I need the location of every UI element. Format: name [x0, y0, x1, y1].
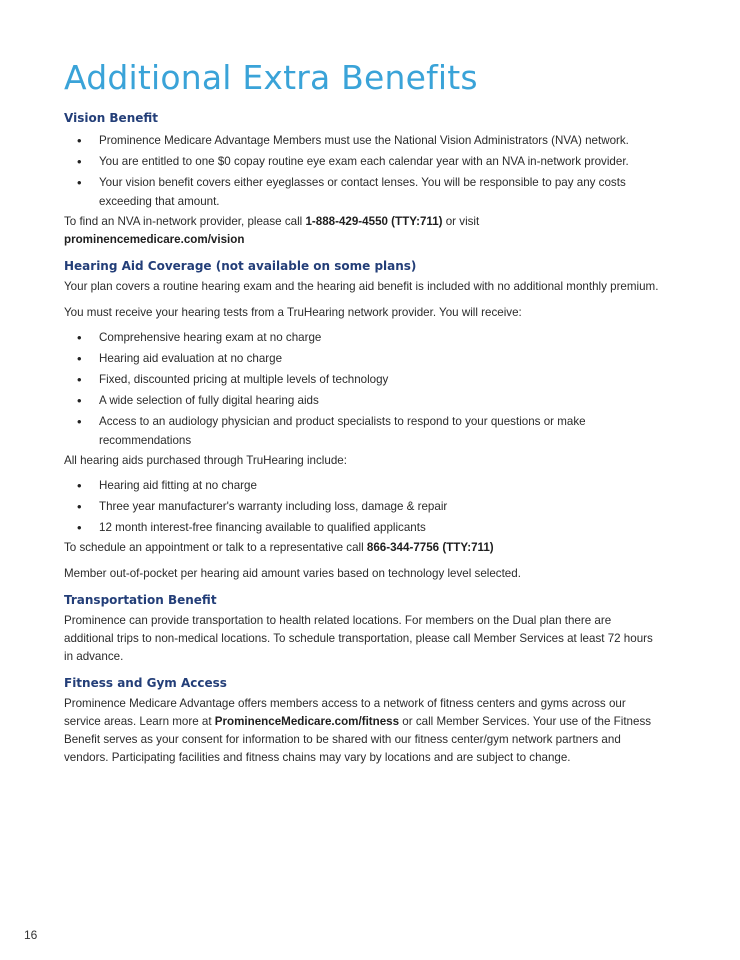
- fitness-link[interactable]: ProminenceMedicare.com/fitness: [214, 715, 400, 728]
- hearing-receive: You must receive your hearing tests from a TruHearing network provider. You will receive:: [64, 306, 522, 319]
- vision-heading: Vision Benefit: [64, 111, 159, 125]
- hearing-include-list: [64, 476, 660, 537]
- list-item: • Prominence Medicare Advantage Members must use the National Vision Administrators (NVA) network.: [64, 131, 660, 150]
- list-item: • You are entitled to one $0 copay routine eye exam each calendar year with an NVA in-network provider.: [64, 152, 660, 171]
- hearing-heading: Hearing Aid Coverage (not available on some plans): [64, 259, 417, 273]
- list-item: • 12 month interest-free financing available to qualified applicants: [64, 518, 660, 537]
- vision-list: [64, 131, 660, 211]
- vision-phone: 1-888-429-4550 (TTY:711): [305, 215, 443, 228]
- fitness-section: [64, 676, 660, 767]
- transport-heading: Transportation Benefit: [64, 593, 217, 607]
- list-item: • Access to an audiology physician and product specialists to respond to your questions or make recommendations: [64, 412, 660, 450]
- list-item: • Comprehensive hearing exam at no charge: [64, 328, 660, 347]
- list-item: • Your vision benefit covers either eyeglasses or contact lenses. You will be responsible to pay any costs exceeding that amount.: [64, 173, 660, 211]
- hearing-phone: 866-344-7756 (TTY:711): [366, 541, 494, 554]
- vision-link[interactable]: prominencemedicare.com/vision: [64, 233, 245, 246]
- list-item: • Hearing aid evaluation at no charge: [64, 349, 660, 368]
- list-item: • Hearing aid fitting at no charge: [64, 476, 660, 495]
- transport-text: Prominence can provide transportation to health related locations. For members on the Dual plan there are additional trips to non-medical locations. To schedule transportation, please call Member Services at least 72 hours in advance.: [64, 614, 653, 663]
- hearing-section: [64, 259, 660, 583]
- vision-find-provider: To find an NVA in-network provider, please call 1-888-429-4550 (TTY:711) or visit prominencemedicare.com/vision: [64, 215, 480, 246]
- list-item: • Three year manufacturer's warranty including loss, damage & repair: [64, 497, 660, 516]
- fitness-text: Prominence Medicare Advantage offers members access to a network of fitness centers and gyms across our service areas. Learn more at ProminenceMedicare.com/fitness or call Member Services. Your use of the Fitness Benefit serves as your consent for information to be shared with our fitness center/gym network partners and vendors. Participating facilities and fitness chains may vary by locations and are subject to change.: [64, 697, 652, 764]
- hearing-include: All hearing aids purchased through TruHearing include:: [64, 454, 347, 467]
- list-item: • A wide selection of fully digital hearing aids: [64, 391, 660, 410]
- hearing-cost-note: Member out-of-pocket per hearing aid amount varies based on technology level selected.: [64, 567, 521, 580]
- hearing-schedule: To schedule an appointment or talk to a representative call 866-344-7756 (TTY:711): [64, 541, 494, 554]
- vision-section: [64, 111, 660, 249]
- page-content: [64, 58, 660, 777]
- fitness-heading: Fitness and Gym Access: [64, 676, 227, 690]
- list-item: • Fixed, discounted pricing at multiple levels of technology: [64, 370, 660, 389]
- page-number: 16: [24, 928, 38, 942]
- hearing-receive-list: [64, 328, 660, 450]
- hearing-intro: Your plan covers a routine hearing exam and the hearing aid benefit is included with no additional monthly premium.: [64, 280, 659, 293]
- page-title: Additional Extra Benefits: [64, 58, 478, 97]
- transport-section: [64, 593, 660, 666]
